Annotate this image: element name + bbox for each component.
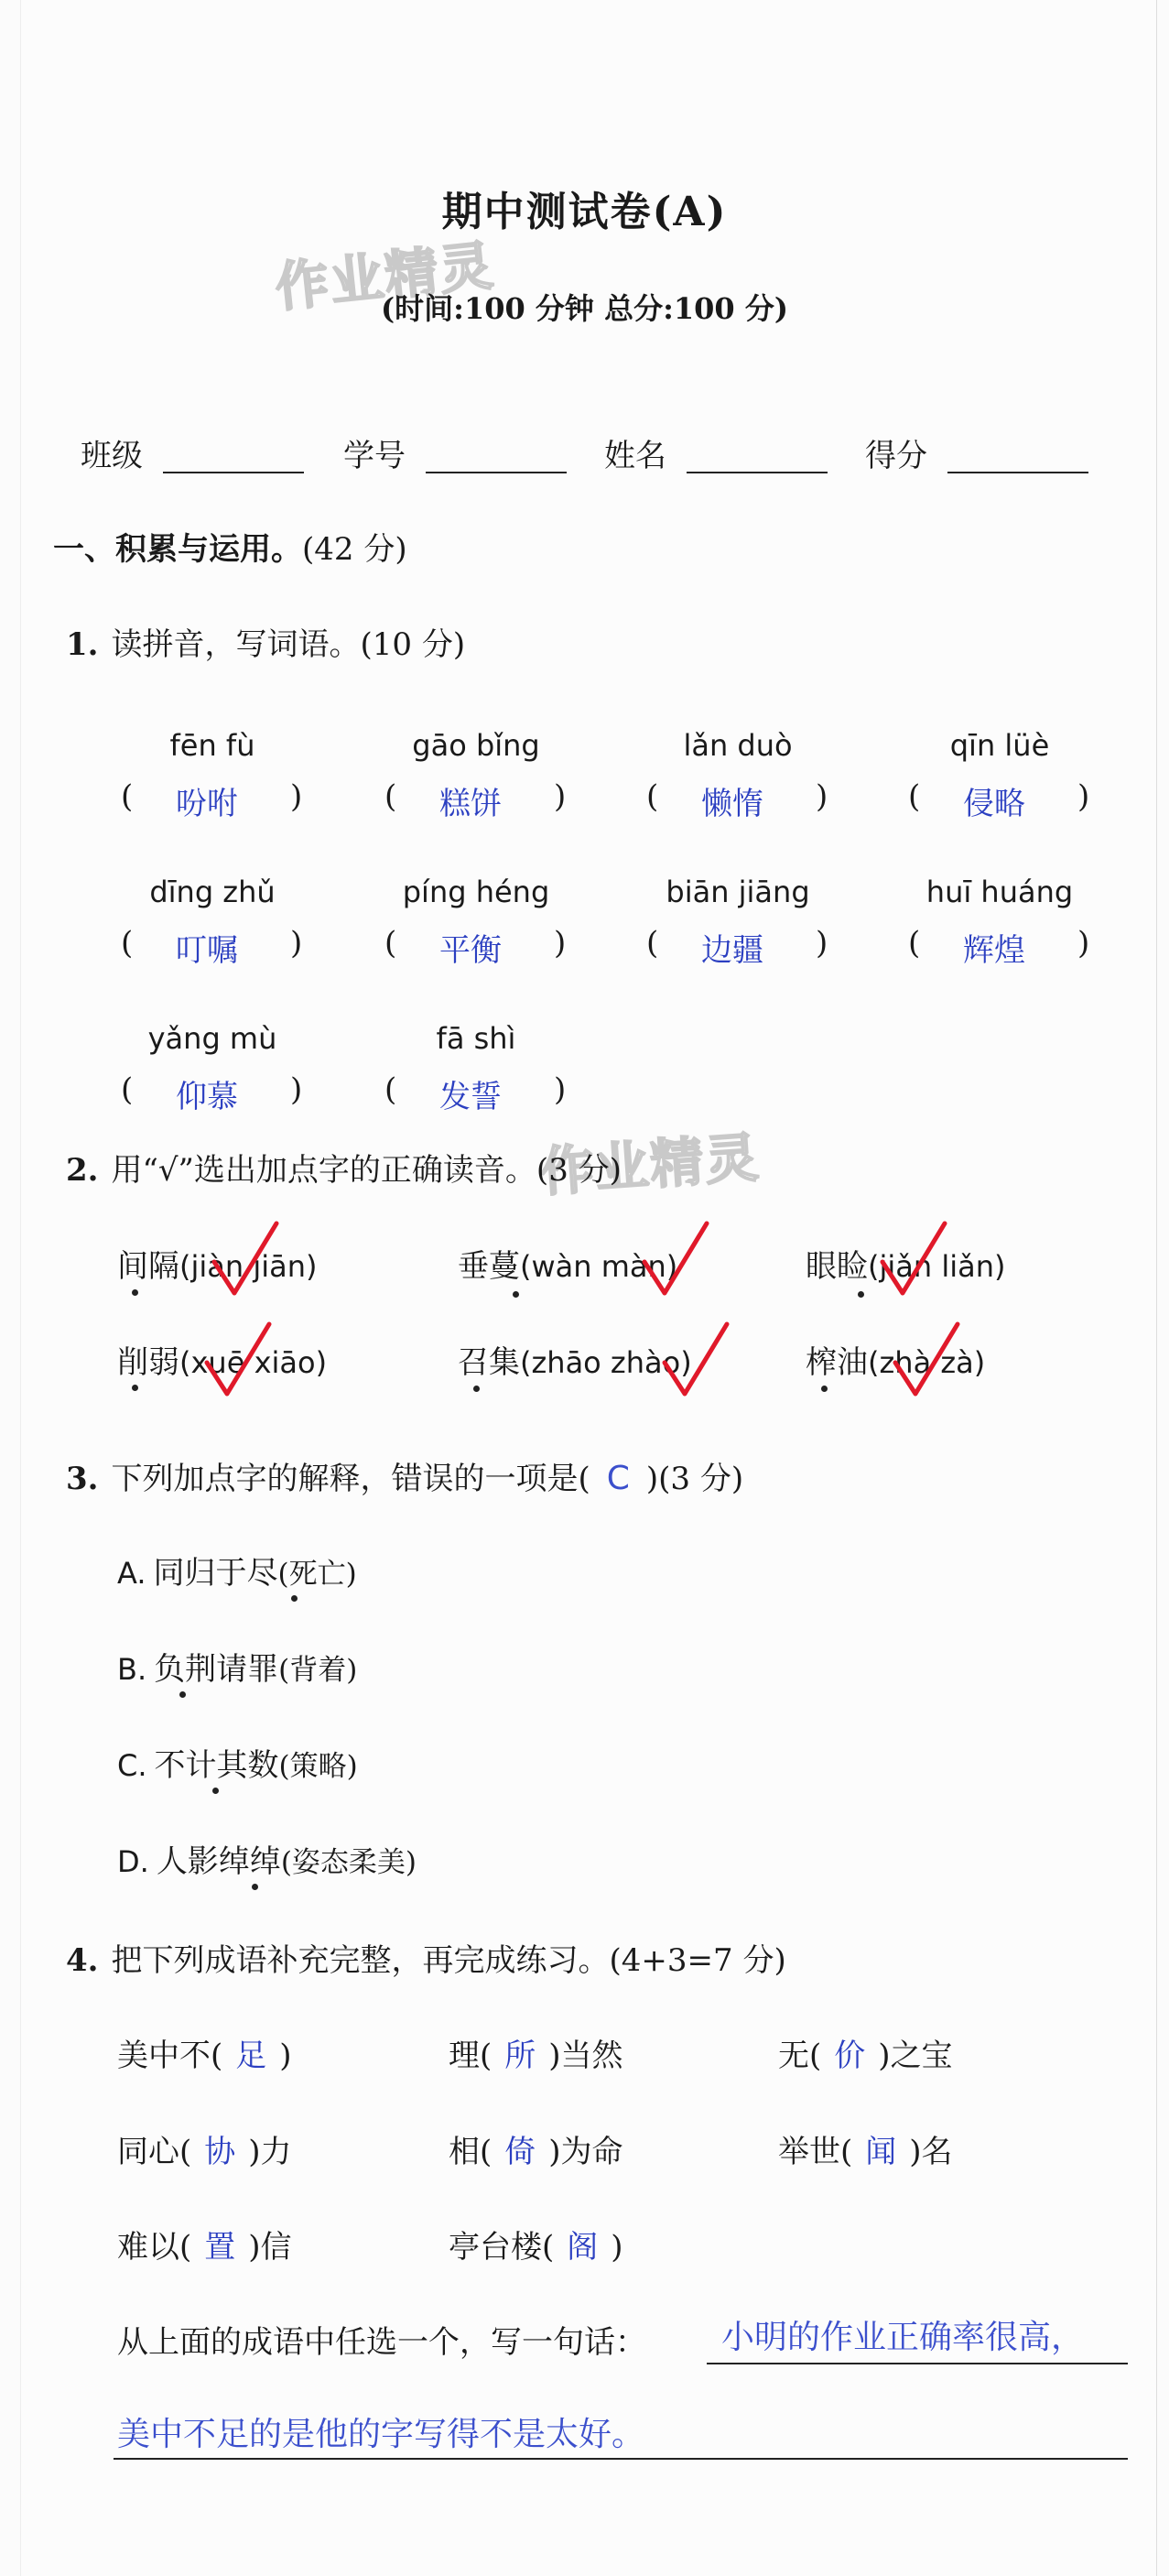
section-heading-text: 一、积累与运用。 [53,531,302,568]
idiom-item: 相( 倚 )为命 [449,2134,623,2170]
answer-handwritten: C [606,1460,630,1497]
section-heading [53,524,407,569]
pinyin-text: huī huáng [925,875,1074,909]
paren-close: ) [290,1071,303,1108]
pron-item: 眼睑(jiǎn liǎn) [806,1248,1006,1285]
paren-close: ) [290,925,303,962]
pinyin-text: qīn lüè [949,728,1050,763]
red-check-icon [209,1218,282,1300]
paren-open: ( [384,1071,397,1108]
emphasis-dot [132,1385,138,1391]
watermark-logo: 作业精灵 [272,234,498,320]
paren-open: ( [908,778,921,815]
paren-open: ( [384,925,397,962]
red-check-icon [201,1319,275,1401]
question-number: 4. [66,1942,99,1979]
watermark-logo: 作业精灵 [538,1125,763,1204]
answer-handwritten: 吩咐 [176,786,238,822]
paren-open: ( [646,778,659,815]
field-score-line [947,472,1088,473]
paren-close: ) [554,778,567,815]
question-text: 下列加点字的解释，错误的一项是( [111,1461,590,1497]
answer-handwritten: 倚 [504,2134,536,2170]
field-student-id-line [426,472,567,473]
answer-handwritten: 平衡 [439,932,502,969]
section-score: (42 分) [302,531,407,568]
emphasis-dot [473,1386,480,1392]
page-title: 期中测试卷(A) [441,189,728,235]
idiom-item: 美中不( 足 ) [117,2038,292,2074]
option-a: A. 同归于尽(死亡) [117,1555,357,1592]
pinyin-text: gāo bǐng [412,728,540,763]
red-check-icon [659,1319,732,1401]
red-check-icon [890,1319,963,1401]
pron-item: 垂蔓(wàn màn) [458,1248,678,1285]
answer-handwritten: 置 [204,2229,236,2266]
field-score-label: 得分 [865,438,927,474]
emphasis-dot [291,1595,298,1602]
idiom-item: 亭台楼( 阁 ) [449,2229,623,2266]
answer-line-1: 小明的作业正确率很高， [721,2319,1085,2356]
question-1 [66,619,465,664]
paren-close: ) [554,1071,567,1108]
field-name-line [687,472,828,473]
question-text: )(3 分) [645,1461,744,1497]
pron-item: 召集(zhāo zhào) [458,1344,692,1381]
answer-handwritten: 足 [235,2038,267,2074]
pinyin-text: lǎn duò [683,728,793,763]
option-b: B. 负荆请罪(背着) [117,1651,358,1688]
answer-handwritten: 仰慕 [176,1079,238,1115]
question-number: 3. [66,1461,99,1497]
field-name-label: 姓名 [604,438,666,474]
answer-handwritten: 闻 [865,2134,897,2170]
answer-handwritten: 协 [204,2134,236,2170]
field-class-line [163,472,304,473]
emphasis-dot [179,1691,186,1698]
answer-handwritten: 发誓 [439,1079,502,1115]
field-class-label: 班级 [81,438,143,474]
answer-handwritten: 侵略 [963,786,1025,822]
paren-close: ) [1077,778,1090,815]
paren-open: ( [121,925,134,962]
red-check-icon [877,1218,950,1300]
paren-open: ( [384,778,397,815]
pinyin-text: yǎng mù [147,1021,277,1056]
question-3 [66,1453,743,1498]
answer-handwritten: 懒惰 [701,786,763,822]
pron-item: 削弱(xuē xiāo) [117,1344,328,1381]
pinyin-text: biān jiāng [666,875,810,909]
paren-close: ) [554,925,567,962]
question-number: 1. [66,626,99,663]
answer-line-2: 美中不足的是他的字写得不是太好。 [117,2416,645,2453]
idiom-item: 举世( 闻 )名 [778,2134,953,2170]
red-check-icon [639,1218,712,1300]
idiom-item: 理( 所 )当然 [449,2038,623,2074]
pinyin-text: dīng zhǔ [149,875,276,909]
emphasis-dot [821,1386,828,1392]
paren-open: ( [646,925,659,962]
question-2 [66,1145,622,1190]
pinyin-text: fā shì [436,1021,516,1056]
question-text: 读拼音，写词语。(10 分) [111,626,466,663]
paren-close: ) [816,778,828,815]
page-subtitle: (时间:100 分钟 总分:100 分) [381,291,788,326]
emphasis-dot [513,1291,519,1298]
paren-close: ) [290,778,303,815]
emphasis-dot [252,1884,258,1890]
pinyin-text: píng héng [402,875,550,909]
answer-handwritten: 叮嘱 [176,932,238,969]
answer-handwritten: 阁 [567,2229,599,2266]
idiom-item: 同心( 协 )力 [117,2134,292,2170]
pron-item: 间隔(jiàn jiān) [117,1248,318,1285]
exam-sheet [20,0,1157,2576]
answer-handwritten: 糕饼 [439,786,502,822]
pinyin-text: fēn fù [169,728,255,763]
answer-handwritten: 边疆 [701,932,763,969]
paren-close: ) [1077,925,1090,962]
answer-handwritten: 辉煌 [963,932,1025,969]
paren-close: ) [816,925,828,962]
sentence-prompt: 从上面的成语中任选一个，写一句话： [117,2324,646,2361]
answer-handwritten: 价 [834,2038,866,2074]
idiom-item: 难以( 置 )信 [117,2229,292,2266]
idiom-item: 无( 价 )之宝 [778,2038,953,2074]
question-number: 2. [66,1152,99,1189]
emphasis-dot [858,1291,864,1298]
emphasis-dot [132,1289,138,1296]
paren-open: ( [121,778,134,815]
field-student-id-label: 学号 [343,438,406,474]
answer-underline-2 [114,2458,1128,2460]
question-4 [66,1935,786,1980]
option-c: C. 不计其数(策略) [117,1747,358,1784]
emphasis-dot [212,1788,219,1794]
answer-underline-1 [707,2363,1128,2364]
paren-open: ( [908,925,921,962]
question-text: 用“√”选出加点字的正确读音。(3 分) [111,1152,622,1189]
question-text: 把下列成语补充完整，再完成练习。(4+3=7 分) [111,1942,786,1979]
pron-item: 榨油(zhà zà) [806,1344,986,1381]
answer-handwritten: 所 [504,2038,536,2074]
paren-open: ( [121,1071,134,1108]
option-d: D. 人影绰绰(姿态柔美) [117,1843,417,1880]
